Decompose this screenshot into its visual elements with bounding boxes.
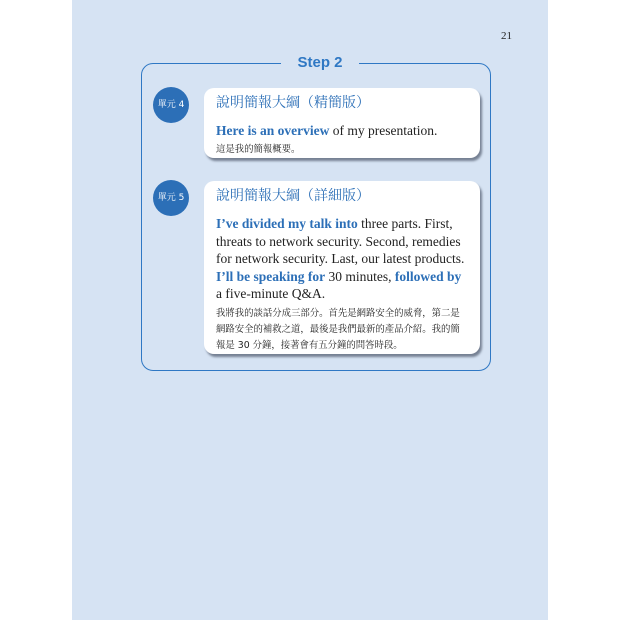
phrase-card [204, 181, 480, 354]
chinese-translation: 我將我的談話分成三部分。首先是網路安全的威脅，第二是網路安全的補救之道，最後是我們最新的產品介紹。我的簡報是 30 分鐘，接著會有五分鐘的問答時段。 [216, 307, 460, 351]
chinese-translation: 這是我的簡報概要。 [216, 143, 301, 155]
sentence-text: of my presentation. [329, 123, 438, 138]
phrase-card [204, 88, 480, 158]
sentence-text: 30 minutes, [325, 268, 395, 284]
sentence-text: a five-minute Q&A. [216, 286, 326, 301]
key-phrase: Here is an overview [216, 123, 330, 138]
key-phrase: I’ll be speaking for [216, 268, 326, 284]
card-title: 說明簡報大綱（精簡版） [216, 95, 370, 111]
page-number: 21 [501, 30, 512, 42]
card-title: 說明簡報大綱（詳細版） [216, 188, 370, 204]
key-phrase: followed by [394, 268, 462, 284]
step-title: Step 2 [281, 53, 359, 73]
unit-badge: 單元 5 [153, 180, 189, 216]
sentence-text: three parts. First, threats to network security. Second, remedies for network security. Last, our latest products. [216, 216, 465, 266]
unit-badge: 單元 4 [153, 87, 189, 123]
english-sentence [216, 122, 468, 140]
english-paragraph [216, 215, 468, 303]
key-phrase: I’ve divided my talk into [216, 216, 358, 231]
